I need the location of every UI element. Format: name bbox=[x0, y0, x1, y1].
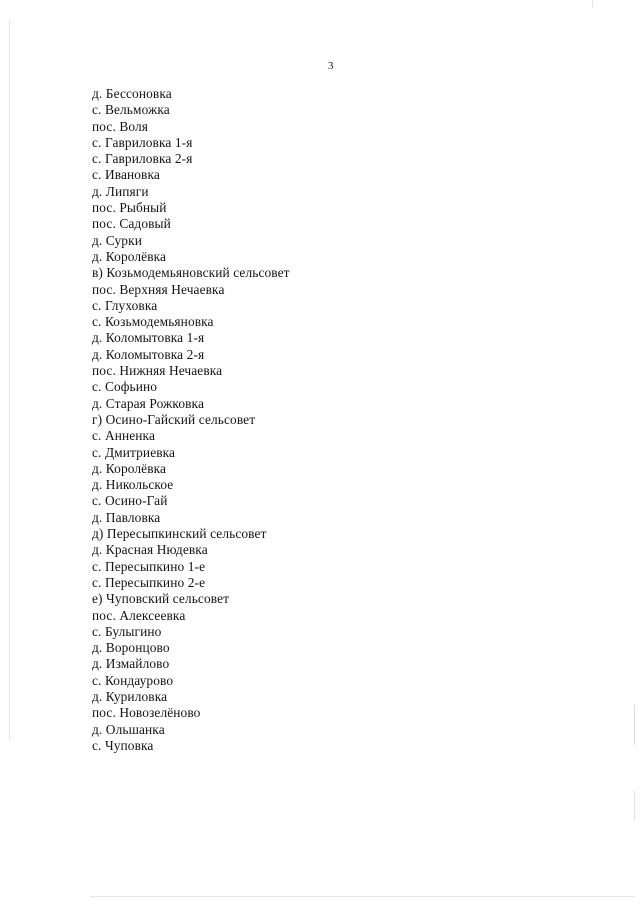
scan-edge-right bbox=[634, 705, 635, 745]
list-item: пос. Воля bbox=[92, 118, 149, 134]
list-item: с. Гавриловка 2-я bbox=[92, 151, 193, 167]
page-number: 3 bbox=[328, 60, 334, 72]
section-heading: в) Козьмодемьяновский сельсовет bbox=[92, 265, 290, 281]
list-item: пос. Верхняя Нечаевка bbox=[92, 281, 225, 297]
scan-edge-top bbox=[592, 0, 593, 8]
list-item: д. Королёвка bbox=[92, 248, 167, 264]
list-item: д. Красная Нюдевка bbox=[92, 542, 208, 558]
list-item: д. Липяги bbox=[92, 183, 149, 199]
list-item: с. Чуповка bbox=[92, 737, 154, 753]
list-item: д. Воронцово bbox=[92, 640, 170, 656]
list-item: д. Старая Рожковка bbox=[92, 395, 204, 411]
section-heading: е) Чуповский сельсовет bbox=[92, 591, 230, 607]
list-item: с. Софьино bbox=[92, 379, 158, 395]
list-item: д. Коломытовка 2-я bbox=[92, 346, 205, 362]
list-item: д. Бессоновка bbox=[92, 86, 172, 101]
list-item: д. Королёвка bbox=[92, 460, 167, 476]
list-item: пос. Рыбный bbox=[92, 200, 167, 216]
list-item: д. Павловка bbox=[92, 509, 161, 525]
list-item: д. Сурки bbox=[92, 232, 142, 248]
list-item: пос. Нижняя Нечаевка bbox=[92, 363, 223, 379]
scan-edge-left bbox=[9, 20, 10, 740]
list-item: д. Ольшанка bbox=[92, 721, 165, 737]
settlement-list bbox=[92, 86, 290, 754]
list-item: с. Булыгино bbox=[92, 623, 162, 639]
list-item: с. Дмитриевка bbox=[92, 444, 176, 460]
list-item: д. Измайлово bbox=[92, 656, 170, 672]
list-item: пос. Новозелёново bbox=[92, 705, 201, 721]
list-item: пос. Садовый bbox=[92, 216, 171, 232]
list-item: с. Анненка bbox=[92, 428, 155, 444]
scan-edge-right bbox=[634, 790, 635, 820]
scan-edge-bottom bbox=[90, 896, 635, 897]
list-item: с. Козьмодемьяновка bbox=[92, 314, 214, 330]
list-item: д. Никольское bbox=[92, 477, 174, 493]
list-item: д. Куриловка bbox=[92, 688, 168, 704]
list-item: с. Осино-Гай bbox=[92, 493, 168, 509]
list-item: с. Пересыпкино 2-е bbox=[92, 574, 206, 590]
list-item: с. Кондаурово bbox=[92, 672, 174, 688]
list-item: с. Гавриловка 1-я bbox=[92, 134, 193, 150]
section-heading: д) Пересыпкинский сельсовет bbox=[92, 526, 267, 542]
list-item: с. Пересыпкино 1-е bbox=[92, 558, 206, 574]
list-item: с. Ивановка bbox=[92, 167, 160, 183]
list-item: с. Вельможка bbox=[92, 102, 170, 118]
list-item: д. Коломытовка 1-я bbox=[92, 330, 205, 346]
section-heading: г) Осино-Гайский сельсовет bbox=[92, 411, 256, 427]
list-item: с. Глуховка bbox=[92, 297, 158, 313]
list-item: пос. Алексеевка bbox=[92, 607, 186, 623]
